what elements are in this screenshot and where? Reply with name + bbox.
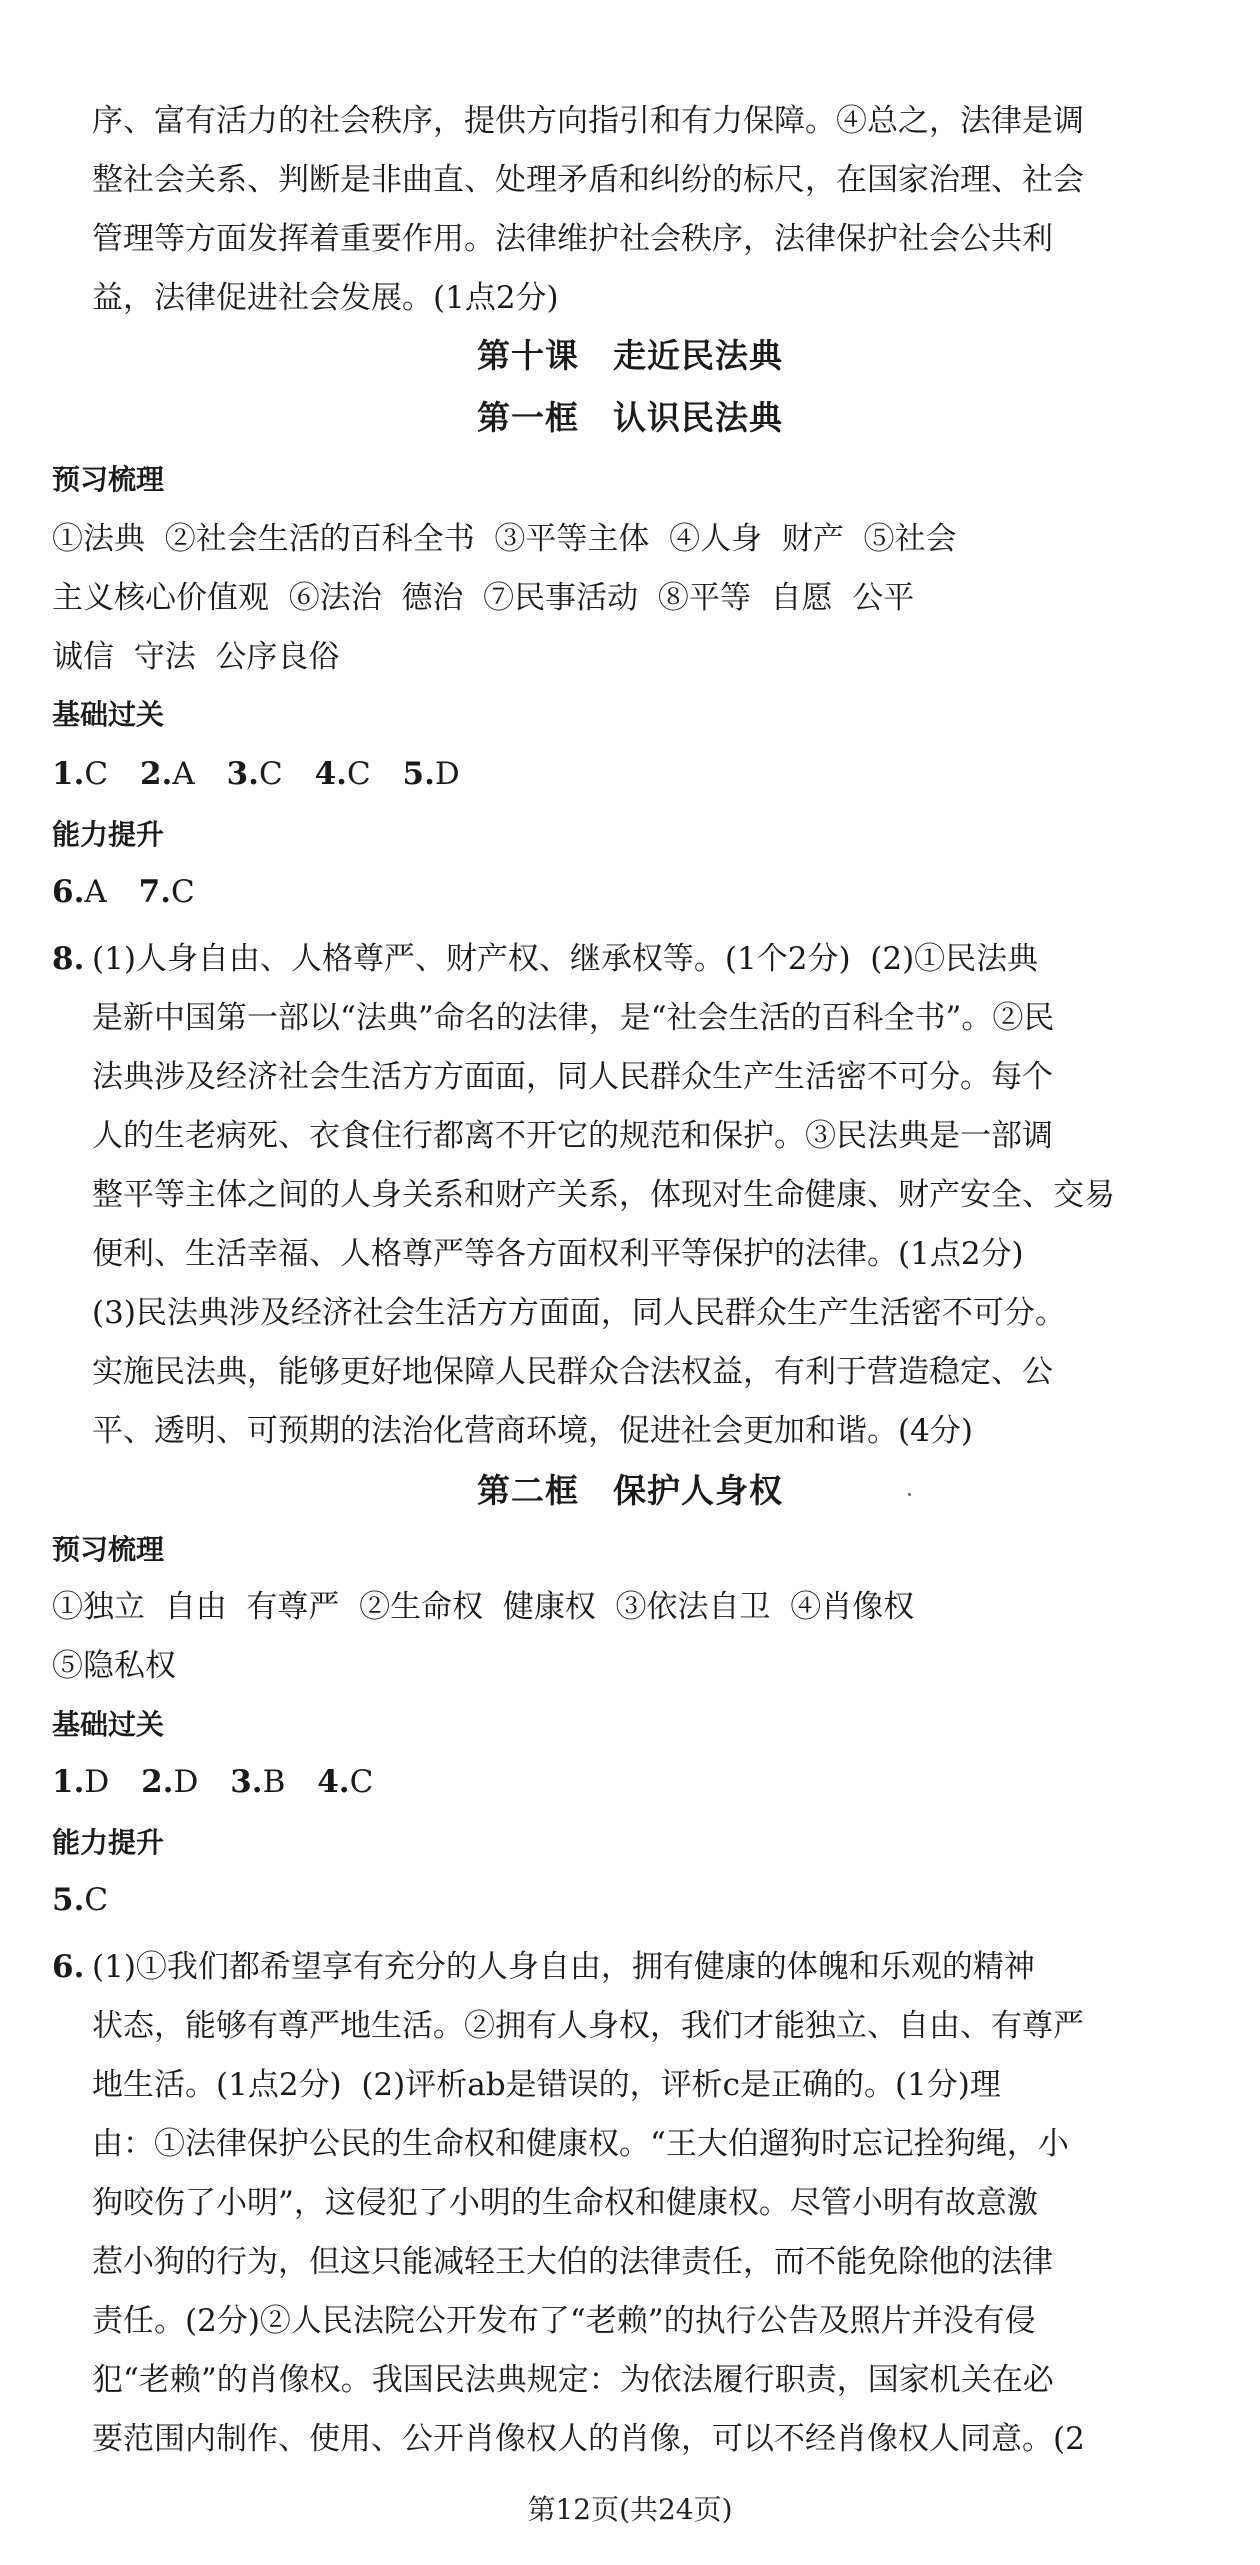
lesson-number: 第十课 (477, 336, 579, 375)
answer-item: 4.C (314, 756, 371, 792)
answer-item: 1.D (52, 1764, 110, 1800)
frame1-number: 第一框 (477, 398, 579, 437)
text-line: (1)①我们都希望享有充分的人身自由，拥有健康的体魄和乐观的精神 (92, 1949, 1035, 1985)
text-line: 要范围内制作、使用、公开肖像权人的肖像，可以不经肖像权人同意。(2 (92, 2421, 1085, 2457)
frame1-preview-heading: 预习梳理 (52, 463, 165, 496)
question-6 (52, 1938, 1162, 2469)
answer-item: 7.C (138, 874, 195, 910)
frame2-preview-heading: 预习梳理 (52, 1533, 165, 1566)
text-line: 整社会关系、判断是非曲直、处理矛盾和纠纷的标尺，在国家治理、社会 (92, 162, 1084, 198)
frame2-title (0, 1465, 1260, 1512)
frame1-basic-answers (52, 752, 482, 796)
answer-item: 3.B (230, 1764, 286, 1800)
text-line: 由：①法律保护公民的生命权和健康权。“王大伯遛狗时忘记拴狗绳，小 (92, 2126, 1069, 2162)
text-line: 犯“老赖”的肖像权。我国民法典规定：为依法履行职责，国家机关在必 (92, 2362, 1054, 2398)
frame1-basic-heading: 基础过关 (52, 698, 165, 731)
answer-item: 5.C (52, 1882, 109, 1918)
intro-paragraph (92, 92, 1162, 328)
text-line: 益，法律促进社会发展。(1点2分) (92, 280, 559, 316)
frame1-preview-body (52, 510, 1162, 687)
answer-item: 2.A (139, 756, 195, 792)
text-line: 管理等方面发挥着重要作用。法律维护社会秩序，法律保护社会公共利 (92, 221, 1053, 257)
answer-item: 6.A (52, 874, 107, 910)
frame2-basic-answers (52, 1760, 395, 1804)
frame2-number: 第二框 (477, 1471, 579, 1510)
text-line: 平、透明、可预期的法治化营商环境，促进社会更加和谐。(4分) (92, 1413, 973, 1449)
frame1-ability-answers (52, 870, 217, 914)
text-line: (3)民法典涉及经济社会生活方方面面，同人民群众生产生活密不可分。 (92, 1295, 1066, 1331)
question-8 (52, 930, 1162, 1461)
frame1-ability-heading: 能力提升 (52, 818, 165, 851)
answer-item: 2.D (141, 1764, 199, 1800)
text-line: 人的生老病死、衣食住行都离不开它的规范和保护。③民法典是一部调 (92, 1118, 1053, 1154)
text-line: 序、富有活力的社会秩序，提供方向指引和有力保障。④总之，法律是调 (92, 103, 1084, 139)
frame2-ability-heading: 能力提升 (52, 1826, 165, 1859)
text-line: ①独立 自由 有尊严 ②生命权 健康权 ③依法自卫 ④肖像权 (52, 1589, 915, 1625)
lesson-name: 走近民法典 (613, 336, 783, 375)
text-line: ⑤隐私权 (52, 1648, 176, 1684)
text-line: 实施民法典，能够更好地保障人民群众合法权益，有利于营造稳定、公 (92, 1354, 1053, 1390)
answer-item: 5.D (402, 756, 460, 792)
frame2-basic-heading: 基础过关 (52, 1708, 165, 1741)
page-number-footer: 第12页(共24页) (527, 2493, 733, 2526)
text-line: 狗咬伤了小明”，这侵犯了小明的生命权和健康权。尽管小明有故意激 (92, 2185, 1038, 2221)
frame2-ability-answers (52, 1878, 130, 1922)
text-line: 诚信 守法 公序良俗 (52, 639, 340, 675)
text-line: 便利、生活幸福、人格尊严等各方面权利平等保护的法律。(1点2分) (92, 1236, 1024, 1272)
answer-item: 4.C (317, 1764, 374, 1800)
text-line: 地生活。(1点2分) (2)评析ab是错误的，评析c是正确的。(1分)理 (92, 2067, 1001, 2103)
text-line: 整平等主体之间的人身关系和财产关系，体现对生命健康、财产安全、交易 (92, 1177, 1115, 1213)
lesson-title (0, 330, 1260, 377)
text-line: 法典涉及经济社会生活方方面面，同人民群众生产生活密不可分。每个 (92, 1059, 1053, 1095)
text-line: ①法典 ②社会生活的百科全书 ③平等主体 ④人身 财产 ⑤社会 (52, 521, 957, 557)
answer-item: 1.C (52, 756, 109, 792)
frame2-name: 保护人身权 (613, 1471, 783, 1510)
text-line: 状态，能够有尊严地生活。②拥有人身权，我们才能独立、自由、有尊严 (92, 2008, 1084, 2044)
text-line: 是新中国第一部以“法典”命名的法律，是“社会生活的百科全书”。②民 (92, 1000, 1055, 1036)
question-number: 6. (52, 1949, 85, 1985)
text-line: 主义核心价值观 ⑥法治 德治 ⑦民事活动 ⑧平等 自愿 公平 (52, 580, 915, 616)
text-line: 责任。(2分)②人民法院公开发布了“老赖”的执行公告及照片并没有侵 (92, 2303, 1036, 2339)
frame2-preview-body (52, 1578, 1162, 1696)
text-line: 惹小狗的行为，但这只能减轻王大伯的法律责任，而不能免除他的法律 (92, 2244, 1053, 2280)
question-number: 8. (52, 941, 85, 977)
text-line: (1)人身自由、人格尊严、财产权、继承权等。(1个2分) (2)①民法典 (92, 941, 1039, 977)
answer-item: 3.C (226, 756, 283, 792)
frame1-name: 认识民法典 (613, 398, 783, 437)
frame1-title (0, 392, 1260, 439)
speck-mark (908, 1493, 911, 1496)
